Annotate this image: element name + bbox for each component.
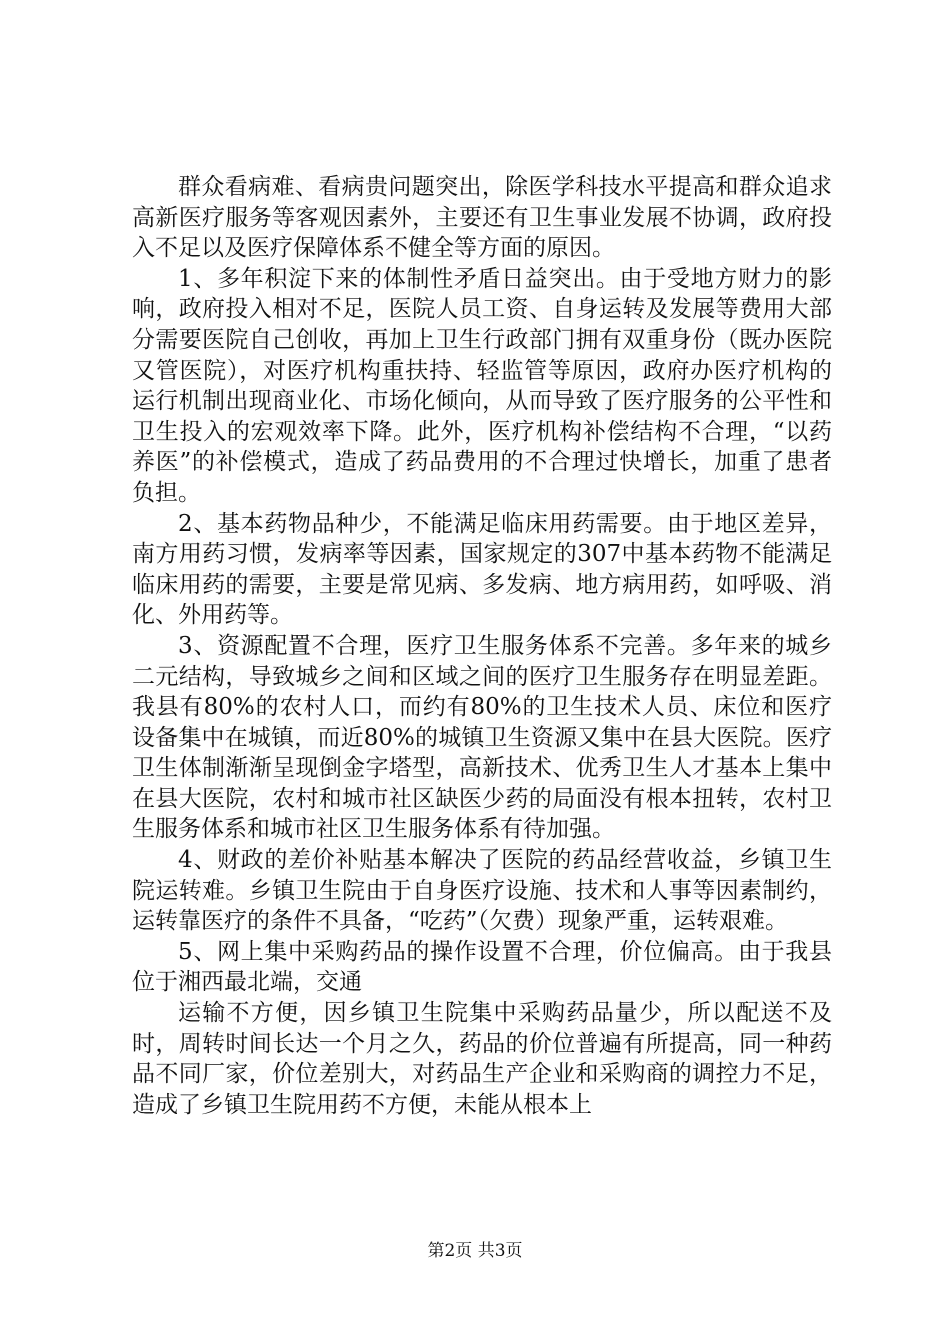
paragraph-continuation: 运输不方便，因乡镇卫生院集中采购药品量少，所以配送不及时，周转时间长达一个月之久，药品的价位普遍有所提高，同一种药品不同厂家，价位差别大，对药品生产企业和采购商的调控力不足，造成了乡镇卫生院用药不方便，未能从根本上 xyxy=(132,1000,832,1118)
page-footer xyxy=(0,1240,950,1262)
paragraph-item-3: 3、资源配置不合理，医疗卫生服务体系不完善。多年来的城乡二元结构，导致城乡之间和区域之间的医疗卫生服务存在明显差距。我县有80%的农村人口，而约有80%的卫生技术人员、床位和医疗设备集中在城镇，而近80%的城镇卫生资源又集中在县大医院。医疗卫生体制渐渐呈现倒金字塔型，高新技术、优秀卫生人才基本上集中在县大医院，农村和城市社区缺医少药的局面没有根本扭转，农村卫生服务体系和城市社区卫生服务体系有待加强。 xyxy=(132,632,832,843)
paragraph-intro: 群众看病难、看病贵问题突出，除医学科技水平提高和群众追求高新医疗服务等客观因素外，主要还有卫生事业发展不协调，政府投入不足以及医疗保障体系不健全等方面的原因。 xyxy=(132,174,832,262)
paragraph-item-4: 4、财政的差价补贴基本解决了医院的药品经营收益，乡镇卫生院运转难。乡镇卫生院由于自身医疗设施、技术和人事等因素制约，运转靠医疗的条件不具备，“吃药”（欠费）现象严重，运转艰难。 xyxy=(132,847,832,935)
paragraph-item-2: 2、基本药物品种少，不能满足临床用药需要。由于地区差异，南方用药习惯，发病率等因素，国家规定的307中基本药物不能满足临床用药的需要，主要是常见病、多发病、地方病用药，如呼吸、消化、外用药等。 xyxy=(132,510,832,629)
document-body xyxy=(132,172,832,1120)
paragraph-item-5: 5、网上集中采购药品的操作设置不合理，价位偏高。由于我县位于湘西最北端，交通 xyxy=(132,938,832,996)
paragraph-item-1: 1、多年积淀下来的体制性矛盾日益突出。由于受地方财力的影响，政府投入相对不足，医院人员工资、自身运转及发展等费用大部分需要医院自己创收，再加上卫生行政部门拥有双重身份（既办医院又管医院），对医疗机构重扶持、轻监管等原因，政府办医疗机构的运行机制出现商业化、市场化倾向，从而导致了医疗服务的公平性和卫生投入的宏观效率下降。此外，医疗机构补偿结构不合理，“以药养医”的补偿模式，造成了药品费用的不合理过快增长，加重了患者负担。 xyxy=(132,265,832,506)
page-number: 第2页 共3页 xyxy=(427,1241,523,1261)
